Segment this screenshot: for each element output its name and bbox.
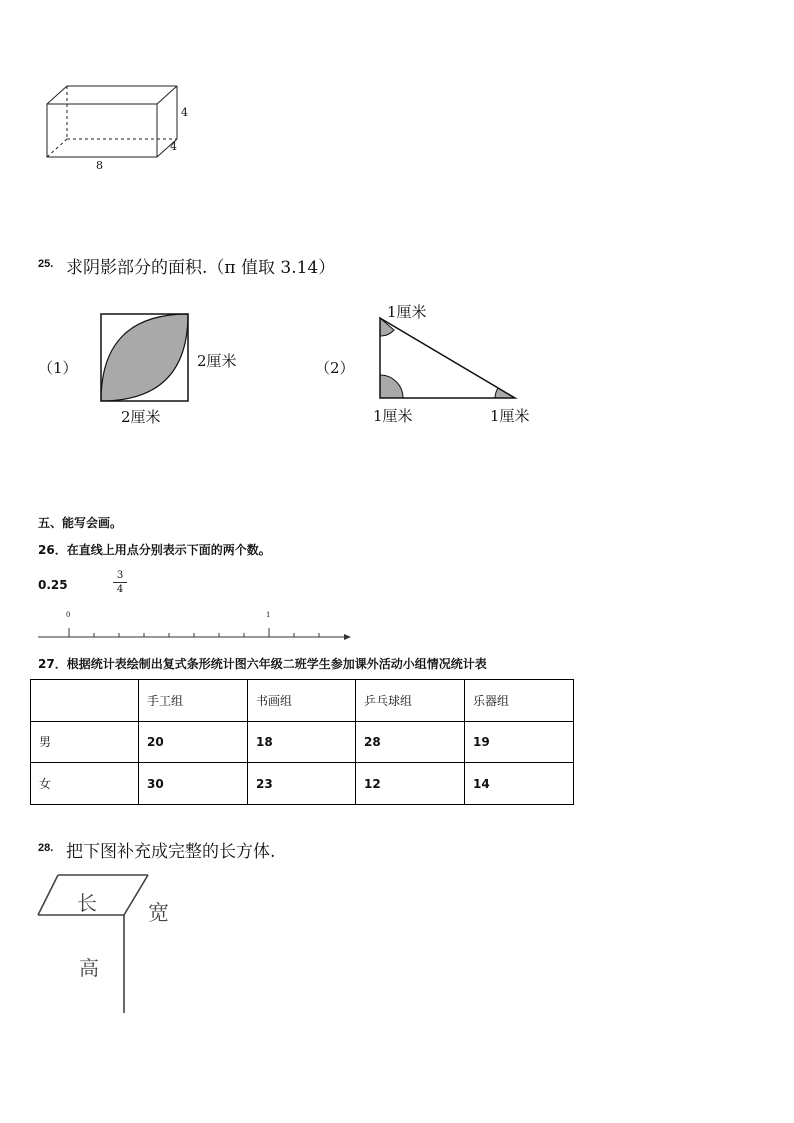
table-cell: 28	[356, 721, 465, 763]
q28-width-label: 宽	[148, 901, 169, 925]
q28-partial-cuboid-figure	[36, 870, 186, 1020]
table-row-label: 男	[31, 721, 139, 763]
table-header-cell: 乒乓球组	[356, 680, 465, 722]
q25-fig2-bottom-left-label: 1厘米	[373, 407, 413, 425]
table-cell: 18	[248, 721, 356, 763]
q28-number: 28.	[38, 842, 54, 854]
q26-title: 26．在直线上用点分别表示下面的两个数。	[38, 543, 271, 557]
q26-value-decimal: 0.25	[38, 578, 68, 592]
q25-title: 求阴影部分的面积.（π 值取 3.14）	[66, 258, 336, 278]
fraction-denominator: 4	[116, 584, 124, 595]
q28-length-label: 长	[77, 891, 97, 915]
table-cell: 30	[139, 763, 248, 805]
section5-title: 五、能写会画。	[38, 516, 123, 530]
table-header-cell: 手工组	[139, 680, 248, 722]
cuboid-length-label: 8	[96, 159, 103, 172]
table-header-cell: 乐器组	[465, 680, 574, 722]
table-row	[31, 763, 574, 805]
table-row-label: 女	[31, 763, 139, 805]
cuboid-height-label: 4	[181, 106, 188, 119]
table-cell: 14	[465, 763, 574, 805]
table-header-cell: 书画组	[248, 680, 356, 722]
q25-fig1-side-label: 2厘米	[197, 352, 237, 370]
q25-fig2-bottom-right-label: 1厘米	[490, 407, 530, 425]
q25-fig2-tag: （2）	[315, 359, 355, 377]
cuboid-figure	[40, 80, 200, 180]
table-header-row	[31, 680, 574, 722]
q27-title: 27．根据统计表绘制出复式条形统计图六年级二班学生参加课外活动小组情况统计表	[38, 657, 487, 671]
q25-triangle-figure	[370, 310, 525, 405]
q26-tick-label-1: 1	[266, 611, 271, 619]
q27-stat-table	[30, 679, 574, 805]
fraction-numerator: 3	[116, 570, 124, 581]
table-cell: 20	[139, 721, 248, 763]
table-cell: 12	[356, 763, 465, 805]
q28-height-label: 高	[79, 956, 99, 980]
q25-square-leaf-figure	[100, 313, 190, 403]
q25-fig1-bottom-label: 2厘米	[121, 408, 161, 426]
q26-number-line	[36, 608, 356, 644]
q25-number: 25.	[38, 258, 54, 270]
table-row	[31, 721, 574, 763]
table-cell: 23	[248, 763, 356, 805]
q28-title: 把下图补充成完整的长方体.	[66, 842, 276, 862]
q25-fig2-top-label: 1厘米	[387, 303, 427, 321]
cuboid-width-label: 4	[170, 140, 177, 153]
table-cell: 19	[465, 721, 574, 763]
q26-value-fraction	[113, 570, 127, 596]
table-header-cell	[31, 680, 139, 722]
q25-fig1-tag: （1）	[38, 359, 78, 377]
q26-tick-label-0: 0	[66, 611, 71, 619]
